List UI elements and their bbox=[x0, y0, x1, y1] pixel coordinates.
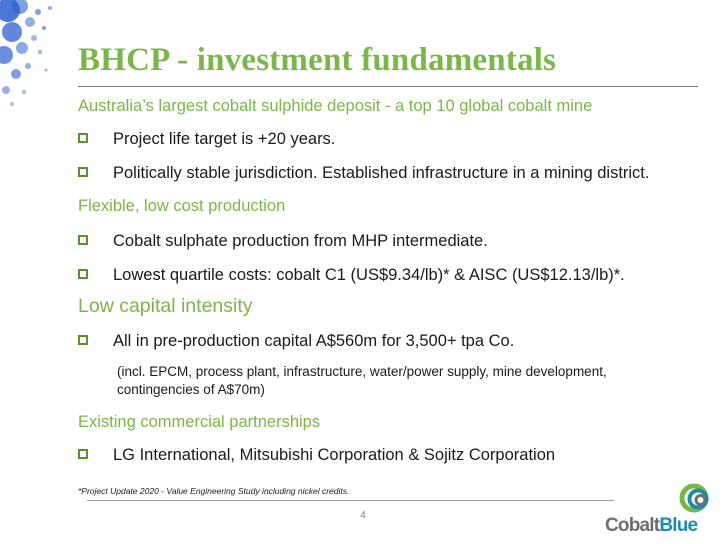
bullet-text: Lowest quartile costs: cobalt C1 (US$9.34/lb)* & AISC (US$12.13/lb)*. bbox=[113, 266, 625, 284]
bullet-text: LG International, Mitsubishi Corporation & Sojitz Corporation bbox=[113, 446, 556, 464]
bullet-text: All in pre-production capital A$560m for 3,500+ tpa Co. bbox=[113, 332, 515, 350]
cobaltblue-logo-wordmark bbox=[605, 515, 697, 537]
logo-text-blue: Blue bbox=[659, 515, 698, 536]
bullet-item bbox=[78, 163, 649, 183]
bullet-item bbox=[78, 331, 514, 351]
page-number: 4 bbox=[360, 510, 366, 521]
section-heading-largest-deposit: Australia’s largest cobalt sulphide deposit - a top 10 global cobalt mine bbox=[78, 97, 593, 115]
bullet-item bbox=[78, 265, 625, 285]
section-heading-capital-intensity: Low capital intensity bbox=[78, 295, 253, 317]
cobaltblue-logo-icon bbox=[675, 482, 713, 514]
capital-note: (incl. EPCM, process plant, infrastructure, water/power supply, mine development, contingencies of A$70m) bbox=[117, 364, 607, 397]
bullet-text: Politically stable jurisdiction. Established infrastructure in a mining district. bbox=[113, 164, 650, 182]
checkbox-bullet-icon bbox=[78, 133, 88, 143]
section-heading-low-cost-production: Flexible, low cost production bbox=[78, 197, 286, 215]
bullet-item bbox=[78, 231, 488, 251]
logo-text-cobalt: Cobalt bbox=[605, 515, 660, 536]
checkbox-bullet-icon bbox=[78, 235, 88, 245]
cobaltblue-logo bbox=[605, 482, 717, 540]
checkbox-bullet-icon bbox=[78, 167, 88, 177]
footnote: *Project Update 2020 - Value Engineering Study including nickel credits. bbox=[78, 486, 350, 496]
bullet-item bbox=[78, 445, 555, 465]
section-heading-partnerships: Existing commercial partnerships bbox=[78, 413, 321, 431]
blue-ink-splash-decoration bbox=[0, 0, 60, 110]
slide-title: BHCP - investment fundamentals bbox=[78, 42, 557, 78]
checkbox-bullet-icon bbox=[78, 335, 88, 345]
checkbox-bullet-icon bbox=[78, 269, 88, 279]
bullet-text: Project life target is +20 years. bbox=[113, 130, 336, 148]
footer-divider bbox=[87, 500, 614, 501]
title-divider bbox=[78, 86, 698, 87]
bullet-item bbox=[78, 129, 335, 149]
bullet-text: Cobalt sulphate production from MHP intermediate. bbox=[113, 232, 488, 250]
checkbox-bullet-icon bbox=[78, 449, 88, 459]
